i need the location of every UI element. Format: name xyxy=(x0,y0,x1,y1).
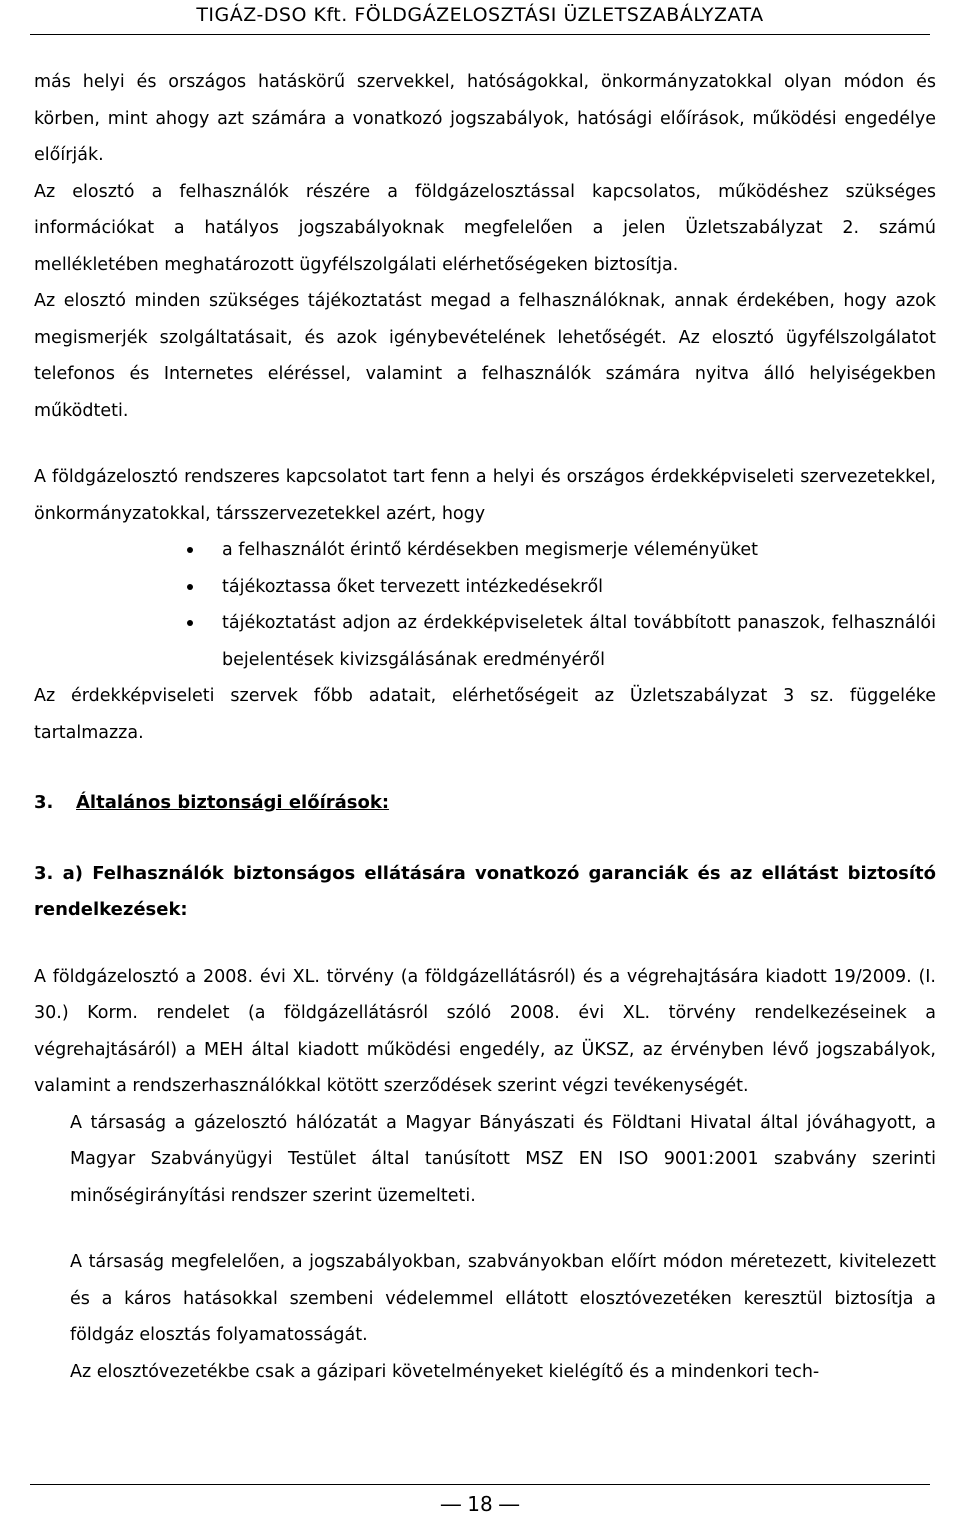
header-divider xyxy=(30,34,930,35)
list-item: a felhasználót érintő kérdésekben megismerje véleményüket xyxy=(222,532,936,569)
subsection-heading xyxy=(34,856,936,929)
subsection-number: 3. a) xyxy=(34,862,83,884)
subsection-title: Felhasználók biztonságos ellátására vonatkozó garanciák és az ellátást biztosító rendelkezések: xyxy=(34,862,936,920)
page-header: TIGÁZ-DSO Kft. FÖLDGÁZELOSZTÁSI ÜZLETSZABÁLYZATA xyxy=(196,4,764,26)
paragraph: Az érdekképviseleti szervek főbb adatait, elérhetőségeit az Üzletszabályzat 3 sz. függeléke tartalmazza. xyxy=(34,686,936,743)
list-item: tájékoztassa őket tervezett intézkedésekről xyxy=(222,569,936,606)
section-number: 3. xyxy=(34,792,54,813)
bullet-icon xyxy=(187,620,193,626)
paragraph: más helyi és országos hatáskörű szervekkel, hatóságokkal, önkormányzatokkal olyan módon és körben, mint ahogy azt számára a vonatkozó jogszabályok, hatósági előírások, működési engedélye előírják. xyxy=(34,72,936,165)
paragraph: Az elosztóvezetékbe csak a gázipari követelményeket kielégítő és a mindenkori tech- xyxy=(70,1361,820,1382)
list-item: tájékoztatást adjon az érdekképviseletek által továbbított panaszok, felhasználói bejelentések kivizsgálásának eredményéről xyxy=(222,605,936,678)
bullet-icon xyxy=(187,547,193,553)
section-title: Általános biztonsági előírások: xyxy=(76,792,390,813)
bullet-list xyxy=(34,532,936,678)
paragraph: Az elosztó minden szükséges tájékoztatást megad a felhasználóknak, annak érdekében, hogy azok megismerjék szolgáltatásait, és azok igénybevételének lehetőségét. Az elosztó ügyfélszolgálatot telefonos és Internetes eléréssel, valamint a felhasználók számára nyitva álló helyiségekben működteti. xyxy=(34,291,936,421)
paragraph: A földgázelosztó a 2008. évi XL. törvény (a földgázellátásról) és a végrehajtására kiadott 19/2009. (I. 30.) Korm. rendelet (a földgázellátásról szóló 2008. évi XL. törvény rendelkezéseinek a végrehajtásáról) a MEH által kiadott működési engedély, az ÜKSZ, az érvényben lévő jogszabályok, valamint a rendszerhasználókkal kötött szerződések szerint végzi tevékenységét. xyxy=(34,966,936,1096)
page-content xyxy=(34,64,936,1390)
paragraph: A társaság megfelelően, a jogszabályokban, szabványokban előírt módon méretezett, kivitelezett és a káros hatásokkal szembeni védelemmel ellátott elosztóvezetéken keresztül biztosítja a földgáz elosztás folyamatosságát. xyxy=(70,1252,936,1345)
paragraph: A társaság a gázelosztó hálózatát a Magyar Bányászati és Földtani Hivatal által jóváhagyott, a Magyar Szabványügyi Testület által tanúsított MSZ EN ISO 9001:2001 szabvány szerinti minőségirányítási rendszer szerint üzemelteti. xyxy=(70,1112,936,1206)
paragraph: Az elosztó a felhasználók részére a földgázelosztással kapcsolatos, működéshez szükséges információkat a hatályos jogszabályoknak megfelelően a jelen Üzletszabályzat 2. számú mellékletében meghatározott ügyfélszolgálati elérhetőségeken biztosítja. xyxy=(34,181,936,275)
bullet-icon xyxy=(187,584,193,590)
page-number: ― 18 ― xyxy=(440,1492,520,1516)
footer-divider xyxy=(30,1484,930,1485)
section-heading xyxy=(34,785,936,822)
paragraph: A földgázelosztó rendszeres kapcsolatot tart fenn a helyi és országos érdekképviseleti szervezetekkel, önkormányzatokkal, társszervezetekkel azért, hogy xyxy=(34,467,936,524)
